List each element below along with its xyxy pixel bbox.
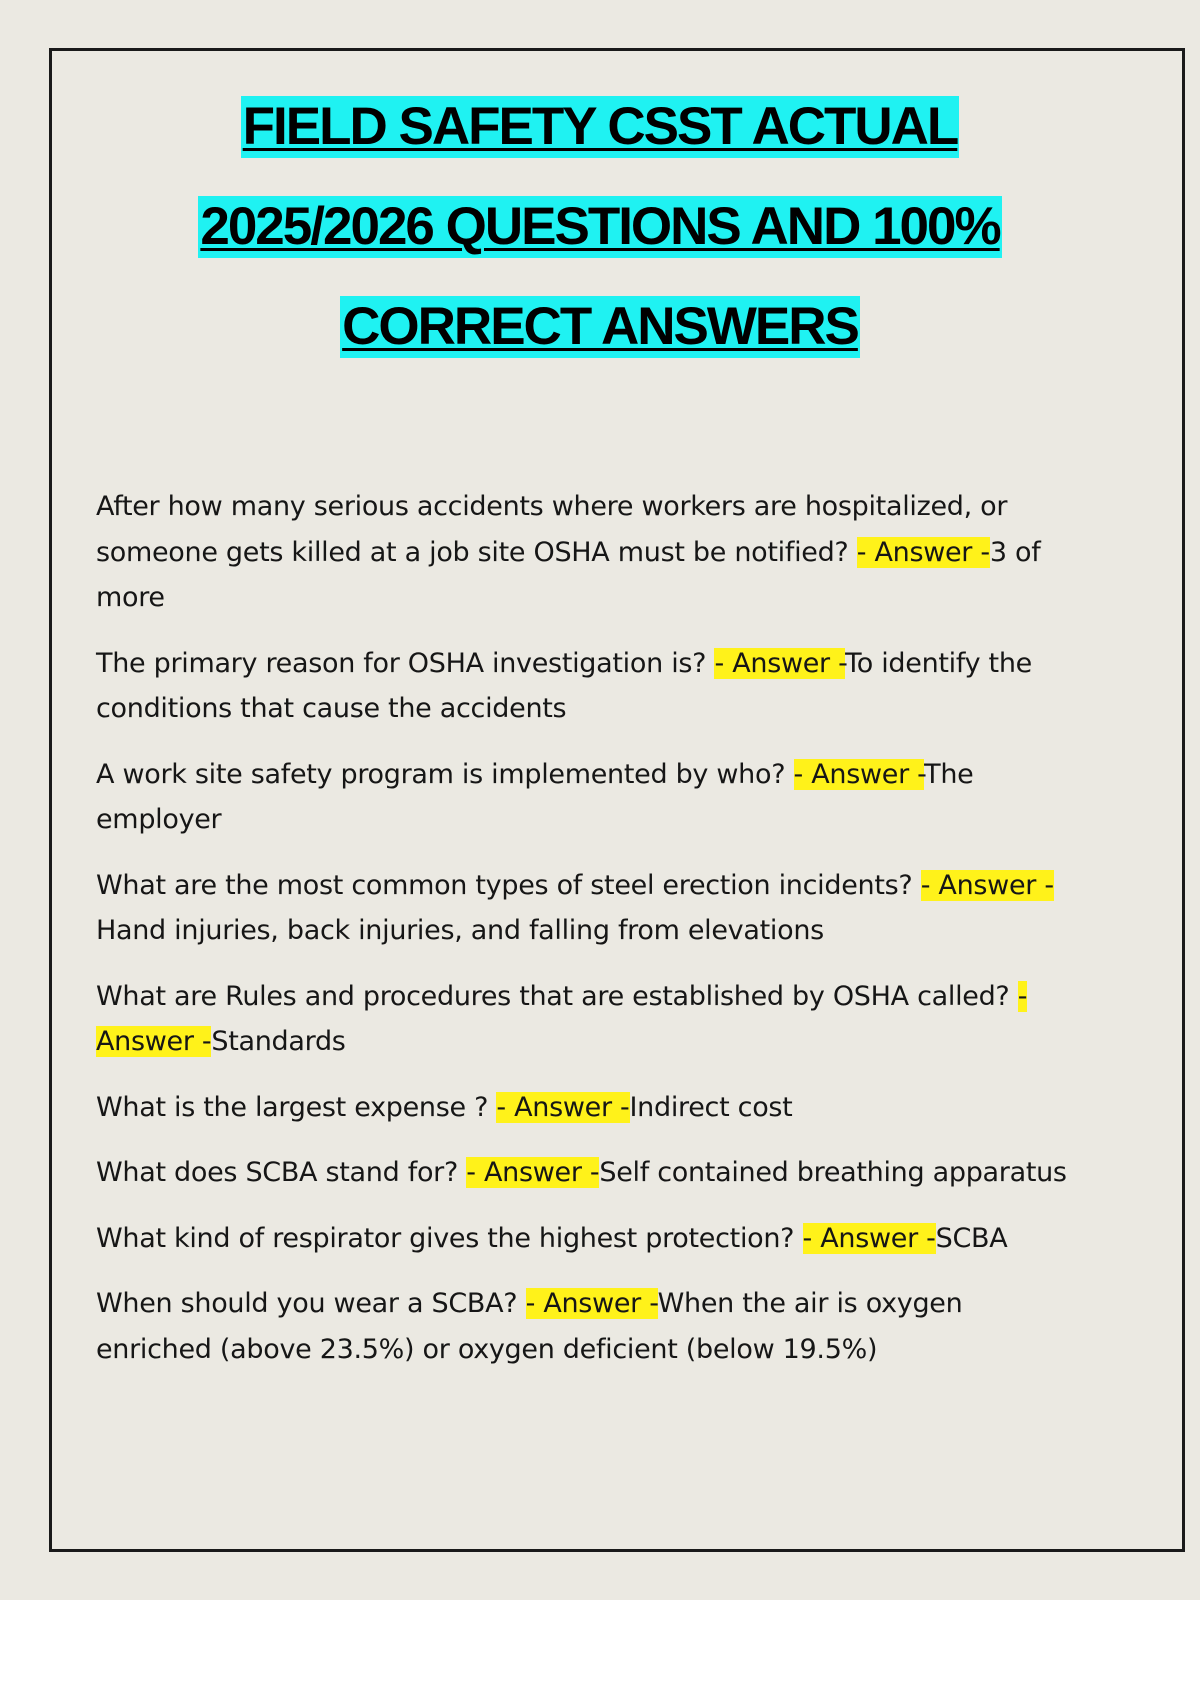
qa-item [96,752,1086,843]
qa-item [96,1216,1086,1262]
qa-item [96,484,1086,621]
answer-text: 3 of more [96,536,1041,613]
qa-item [96,1281,1086,1372]
answer-text: To identify the conditions that cause the accidents [96,647,1032,724]
qa-item [96,974,1086,1065]
document-title [0,96,1200,396]
answer-marker: - Answer - [793,758,925,790]
question-text: When should you wear a SCBA? [96,1288,526,1319]
answer-marker: - Answer - [525,1288,658,1319]
answer-marker: - Answer - [96,980,1028,1057]
answer-marker: - Answer - [714,647,846,679]
answer-marker: - Answer - [466,1157,600,1188]
qa-item [96,1150,1086,1196]
answer-text: Self contained breathing apparatus [599,1157,1067,1188]
title-line-3: CORRECT ANSWERS [342,297,858,356]
question-text: What are Rules and procedures that are established by OSHA called? [96,980,1018,1012]
qa-item [96,641,1086,732]
answer-text: SCBA [935,1222,1008,1254]
title-line-1: FIELD SAFETY CSST ACTUAL [242,97,958,156]
qa-list [96,484,1086,1392]
answer-text: Indirect cost [629,1091,793,1123]
question-text: What is the largest expense ? [96,1091,497,1123]
question-text: The primary reason for OSHA investigation is? [96,647,715,679]
qa-item [96,1085,1086,1131]
answer-text: When the air is oxygen enriched (above 23.5%) or oxygen deficient (below 19.5%) [96,1288,963,1365]
answer-text: The employer [96,758,974,835]
answer-marker: - Answer - [856,536,990,568]
question-text: After how many serious accidents where workers are hospitalized, or someone gets killed at a job site OSHA must be notified? [96,491,1008,568]
title-line-2: 2025/2026 QUESTIONS AND 100% [200,197,1000,256]
question-text: What does SCBA stand for? [96,1157,467,1188]
answer-text: Hand injuries, back injuries, and falling from elevations [96,915,824,946]
answer-marker: - Answer - [496,1091,630,1123]
question-text: A work site safety program is implemented by who? [96,758,794,790]
question-text: What are the most common types of steel erection incidents? [96,869,921,901]
answer-marker: - Answer - [920,869,1054,901]
question-text: What kind of respirator gives the highest protection? [96,1222,803,1254]
answer-text: Standards [211,1026,346,1057]
qa-item [96,863,1086,954]
answer-marker: - Answer - [802,1222,936,1254]
